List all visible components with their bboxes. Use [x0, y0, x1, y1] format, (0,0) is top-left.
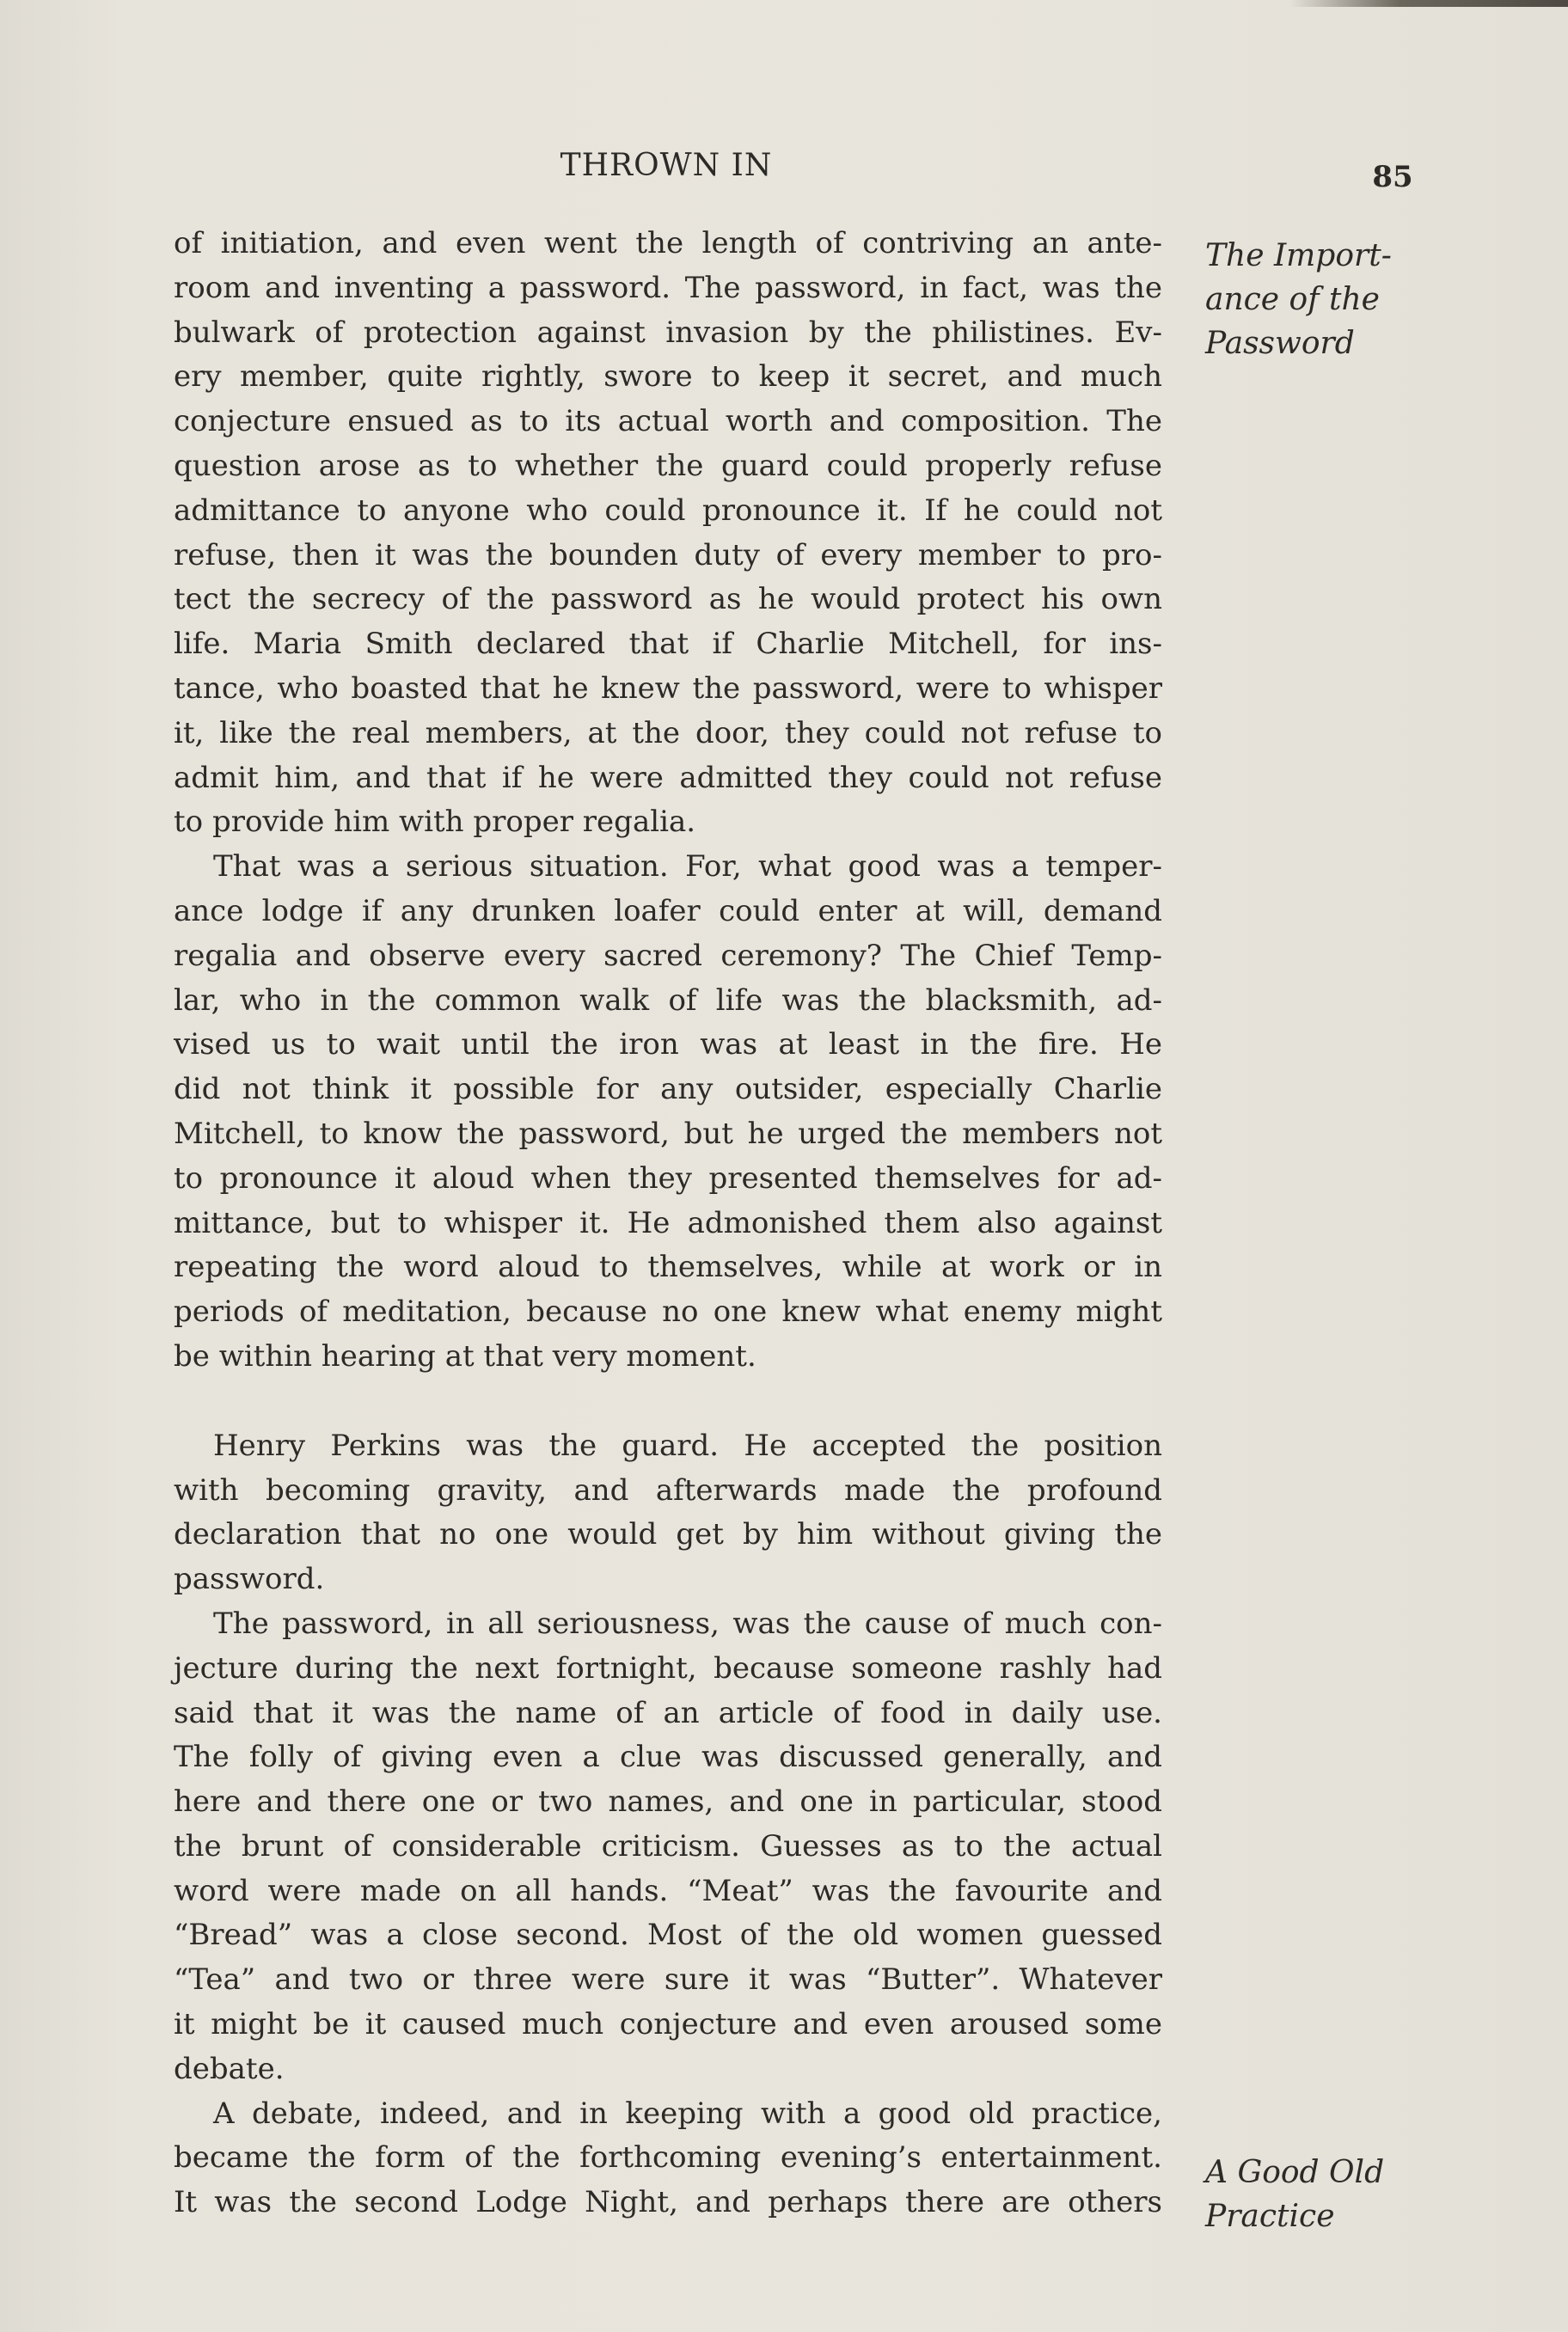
text-line: regalia and observe every sacred ceremony? The Chief Temp- — [174, 938, 1162, 973]
text-line: tance, who boasted that he knew the password, were to whisper — [174, 670, 1162, 706]
margin-note-good-old-practice — [1205, 2151, 1463, 2238]
text-line: bulwark of protection against invasion by the philistines. Ev- — [174, 315, 1162, 350]
text-line: Mitchell, to know the password, but he urged the members not — [174, 1116, 1162, 1151]
margin-note-line: The Import- — [1205, 238, 1392, 273]
text-line: It was the second Lodge Night, and perhaps there are others — [174, 2185, 1162, 2220]
text-line: room and inventing a password. The password, in fact, was the — [174, 270, 1162, 305]
text-line: to pronounce it aloud when they presented themselves for ad- — [174, 1160, 1162, 1196]
text-line: lar, who in the common walk of life was the blacksmith, ad- — [174, 982, 1162, 1018]
section-gap — [174, 1380, 1162, 1424]
text-line: periods of meditation, because no one knew what enemy might — [174, 1295, 1162, 1330]
text-line: it might be it caused much conjecture and even aroused some — [174, 2007, 1162, 2042]
margin-note-line: Practice — [1205, 2199, 1335, 2234]
page-edge-shadow — [1289, 0, 1568, 7]
text-line: refuse, then it was the bounden duty of every member to pro- — [174, 537, 1162, 572]
paragraph — [174, 1602, 1162, 2092]
margin-note-line: Password — [1205, 326, 1355, 361]
running-head: THROWN IN — [560, 148, 773, 183]
text-line: vised us to wait until the iron was at least in the fire. He — [174, 1027, 1162, 1062]
text-line: admit him, and that if he were admitted they could not refuse — [174, 760, 1162, 795]
text-line: word were made on all hands. “Meat” was the favourite and — [174, 1873, 1162, 1908]
text-line: mittance, but to whisper it. He admonished them also against — [174, 1205, 1162, 1240]
text-line: The folly of giving even a clue was discussed generally, and — [174, 1740, 1162, 1775]
text-line: conjecture ensued as to its actual worth and composition. The — [174, 404, 1162, 439]
text-line: of initiation, and even went the length of contriving an ante- — [174, 226, 1162, 260]
text-line: The password, in all seriousness, was the cause of much con- — [213, 1606, 1162, 1641]
text-line: became the form of the forthcoming evening’s entertainment. — [174, 2140, 1162, 2176]
text-line: ance lodge if any drunken loafer could enter at will, demand — [174, 893, 1162, 928]
body-text — [174, 222, 1162, 2225]
text-line: ery member, quite rightly, swore to keep it secret, and much — [174, 359, 1162, 395]
page-number: 85 — [1372, 160, 1413, 194]
text-line: it, like the real members, at the door, they could not refuse to — [174, 715, 1162, 750]
text-line: the brunt of considerable criticism. Guesses as to the actual — [174, 1828, 1162, 1864]
text-line: repeating the word aloud to themselves, while at work or in — [174, 1250, 1162, 1285]
margin-note-line: A Good Old — [1205, 2155, 1385, 2190]
text-line: here and there one or two names, and one in particular, stood — [174, 1784, 1162, 1820]
paragraph — [174, 1424, 1162, 1602]
paragraph — [174, 2092, 1162, 2225]
text-line: be within hearing at that very moment. — [174, 1338, 756, 1374]
text-line: did not think it possible for any outsider, especially Charlie — [174, 1072, 1162, 1107]
text-line: jecture during the next fortnight, because someone rashly had — [174, 1650, 1162, 1686]
text-line: question arose as to whether the guard could properly refuse — [174, 448, 1162, 483]
text-line: A debate, indeed, and in keeping with a good old practice, — [213, 2096, 1162, 2131]
text-line: with becoming gravity, and afterwards made the profound — [174, 1472, 1162, 1508]
text-line: Henry Perkins was the guard. He accepted the position — [213, 1428, 1162, 1463]
text-line: “Tea” and two or three were sure it was “Butter”. Whatever — [174, 1962, 1162, 1998]
paragraph — [174, 845, 1162, 1380]
text-line: admittance to anyone who could pronounce it. If he could not — [174, 493, 1162, 528]
text-line: life. Maria Smith declared that if Charlie Mitchell, for ins- — [174, 627, 1162, 662]
text-line: said that it was the name of an article of food in daily use. — [174, 1695, 1162, 1730]
paragraph — [174, 222, 1162, 845]
margin-note-line: ance of the — [1205, 282, 1380, 317]
text-line: tect the secrecy of the password as he would protect his own — [174, 582, 1162, 617]
text-line: That was a serious situation. For, what good was a temper- — [213, 849, 1162, 884]
text-line: to provide him with proper regalia. — [174, 805, 696, 840]
text-line: declaration that no one would get by him without giving the — [174, 1517, 1162, 1552]
text-line: debate. — [174, 2051, 285, 2086]
margin-note-importance-of-password — [1205, 234, 1463, 365]
text-line: “Bread” was a close second. Most of the old women guessed — [174, 1918, 1162, 1953]
text-line: password. — [174, 1562, 325, 1597]
